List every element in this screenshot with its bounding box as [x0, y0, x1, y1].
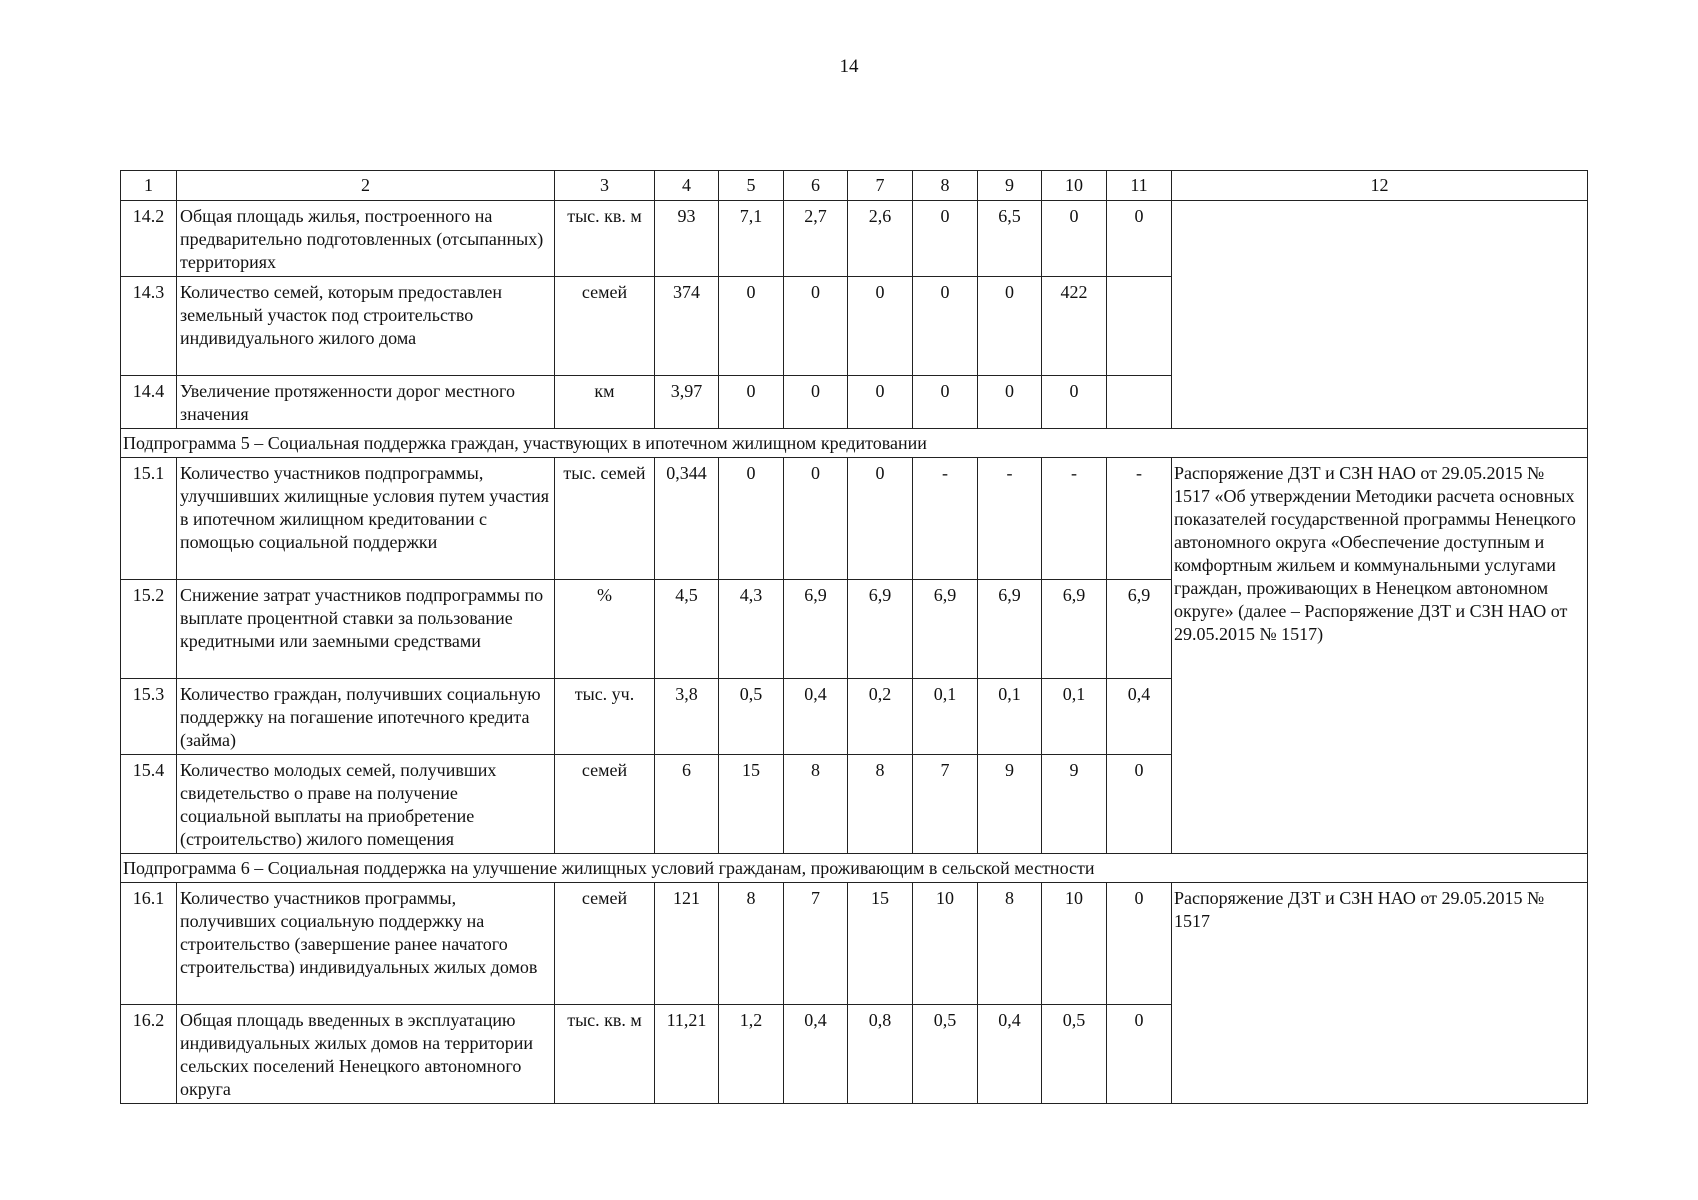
note-cell: Распоряжение ДЗТ и СЗН НАО от 29.05.2015 № 1517 «Об утверждении Методики расчета основных показателей государственной программы Ненецкого автономного округа «Обеспечение доступным и комфортным жильем и коммунальными услугами граждан, проживающих в Ненецком автономном округе» (далее – Распоряжение ДЗТ и СЗН НАО от 29.05.2015 № 1517)	[1172, 458, 1588, 854]
value-cell: 0	[848, 376, 913, 429]
value-cell: 7	[784, 883, 848, 1005]
column-header: 3	[555, 171, 655, 201]
value-cell: 0	[784, 458, 848, 580]
value-cell: 6,9	[978, 580, 1042, 679]
unit: семей	[555, 883, 655, 1005]
value-cell: 422	[1042, 277, 1107, 376]
value-cell: 6,9	[913, 580, 978, 679]
value-cell: 0	[848, 277, 913, 376]
section-title-6: Подпрограмма 6 – Социальная поддержка на улучшение жилищных условий гражданам, проживающим в сельской местности	[121, 854, 1588, 883]
value-cell: 8	[784, 755, 848, 854]
value-cell: 11,21	[655, 1005, 719, 1104]
value-cell: 3,8	[655, 679, 719, 755]
value-cell: 0	[913, 201, 978, 277]
value-cell: 0,1	[1042, 679, 1107, 755]
row-number: 14.4	[121, 376, 177, 429]
section-title-5: Подпрограмма 5 – Социальная поддержка граждан, участвующих в ипотечном жилищном кредитовании	[121, 429, 1588, 458]
note-cell: Распоряжение ДЗТ и СЗН НАО от 29.05.2015 № 1517	[1172, 883, 1588, 1104]
value-cell: 0,1	[978, 679, 1042, 755]
value-cell: 0	[1107, 755, 1172, 854]
column-header: 10	[1042, 171, 1107, 201]
value-cell: 0,4	[784, 1005, 848, 1104]
value-cell: 0,8	[848, 1005, 913, 1104]
unit: тыс. кв. м	[555, 1005, 655, 1104]
indicators-table	[120, 170, 1588, 1104]
page-number: 14	[839, 56, 859, 77]
value-cell: 6,9	[1042, 580, 1107, 679]
value-cell: 15	[848, 883, 913, 1005]
value-cell: 6	[655, 755, 719, 854]
column-header: 12	[1172, 171, 1588, 201]
indicator-name: Количество участников программы, получивших социальную поддержку на строительство (завершение ранее начатого строительства) индивидуальных жилых домов	[177, 883, 555, 1005]
value-cell: 4,5	[655, 580, 719, 679]
indicator-name: Количество участников подпрограммы, улучшивших жилищные условия путем участия в ипотечном жилищном кредитовании с помощью социальной поддержки	[177, 458, 555, 580]
unit: семей	[555, 755, 655, 854]
value-cell: 1,2	[719, 1005, 784, 1104]
value-cell: 6,5	[978, 201, 1042, 277]
header-row	[121, 171, 1588, 201]
value-cell: 9	[1042, 755, 1107, 854]
unit: тыс. кв. м	[555, 201, 655, 277]
value-cell: 0	[978, 376, 1042, 429]
column-header: 1	[121, 171, 177, 201]
value-cell: 0	[913, 277, 978, 376]
value-cell: 7	[913, 755, 978, 854]
column-header: 2	[177, 171, 555, 201]
value-cell: 0	[1107, 201, 1172, 277]
value-cell: 0	[719, 277, 784, 376]
value-cell: 0	[1042, 201, 1107, 277]
value-cell: 93	[655, 201, 719, 277]
value-cell: 0	[784, 376, 848, 429]
column-header: 6	[784, 171, 848, 201]
value-cell: 0,2	[848, 679, 913, 755]
unit: тыс. семей	[555, 458, 655, 580]
column-header: 7	[848, 171, 913, 201]
value-cell: 6,9	[784, 580, 848, 679]
value-cell: 0	[1042, 376, 1107, 429]
section-row	[121, 429, 1588, 458]
value-cell: 6,9	[1107, 580, 1172, 679]
value-cell: 0	[784, 277, 848, 376]
value-cell: 0,4	[784, 679, 848, 755]
value-cell: 3,97	[655, 376, 719, 429]
value-cell: 121	[655, 883, 719, 1005]
indicator-name: Количество семей, которым предоставлен земельный участок под строительство индивидуального жилого дома	[177, 277, 555, 376]
row-number: 14.3	[121, 277, 177, 376]
indicator-name: Общая площадь введенных в эксплуатацию индивидуальных жилых домов на территории сельских поселений Ненецкого автономного округа	[177, 1005, 555, 1104]
value-cell: 0	[719, 376, 784, 429]
value-cell: 9	[978, 755, 1042, 854]
value-cell: 8	[978, 883, 1042, 1005]
value-cell: 7,1	[719, 201, 784, 277]
value-cell: 8	[719, 883, 784, 1005]
value-cell: 6,9	[848, 580, 913, 679]
value-cell: 8	[848, 755, 913, 854]
row-number: 16.2	[121, 1005, 177, 1104]
row-number: 15.2	[121, 580, 177, 679]
indicator-name: Количество граждан, получивших социальную поддержку на погашение ипотечного кредита (займа)	[177, 679, 555, 755]
value-cell: 10	[1042, 883, 1107, 1005]
value-cell: 0,5	[913, 1005, 978, 1104]
unit: %	[555, 580, 655, 679]
value-cell: 10	[913, 883, 978, 1005]
table-row	[121, 883, 1588, 1005]
value-cell: 0,5	[1042, 1005, 1107, 1104]
value-cell: 0,344	[655, 458, 719, 580]
value-cell: 0,1	[913, 679, 978, 755]
value-cell: -	[1107, 458, 1172, 580]
value-cell: 0,5	[719, 679, 784, 755]
unit: семей	[555, 277, 655, 376]
row-number: 16.1	[121, 883, 177, 1005]
value-cell: -	[913, 458, 978, 580]
value-cell: -	[1042, 458, 1107, 580]
unit: км	[555, 376, 655, 429]
column-header: 4	[655, 171, 719, 201]
value-cell: 374	[655, 277, 719, 376]
value-cell: 0,4	[978, 1005, 1042, 1104]
indicator-name: Увеличение протяженности дорог местного значения	[177, 376, 555, 429]
value-cell: 15	[719, 755, 784, 854]
value-cell: 0	[978, 277, 1042, 376]
note-cell	[1172, 201, 1588, 429]
value-cell: 4,3	[719, 580, 784, 679]
indicator-name: Количество молодых семей, получивших свидетельство о праве на получение социальной выплаты на приобретение (строительство) жилого помещения	[177, 755, 555, 854]
value-cell: 2,6	[848, 201, 913, 277]
column-header: 9	[978, 171, 1042, 201]
value-cell: 0	[1107, 883, 1172, 1005]
unit: тыс. уч.	[555, 679, 655, 755]
row-number: 15.4	[121, 755, 177, 854]
value-cell	[1107, 376, 1172, 429]
value-cell: 0	[1107, 1005, 1172, 1104]
row-number: 15.3	[121, 679, 177, 755]
value-cell	[1107, 277, 1172, 376]
row-number: 14.2	[121, 201, 177, 277]
indicator-name: Снижение затрат участников подпрограммы по выплате процентной ставки за пользование кредитными или заемными средствами	[177, 580, 555, 679]
value-cell: 0	[913, 376, 978, 429]
value-cell: -	[978, 458, 1042, 580]
value-cell: 0	[848, 458, 913, 580]
value-cell: 2,7	[784, 201, 848, 277]
value-cell: 0,4	[1107, 679, 1172, 755]
section-row	[121, 854, 1588, 883]
column-header: 5	[719, 171, 784, 201]
table-row	[121, 201, 1588, 277]
column-header: 8	[913, 171, 978, 201]
row-number: 15.1	[121, 458, 177, 580]
column-header: 11	[1107, 171, 1172, 201]
table-row	[121, 458, 1588, 580]
value-cell: 0	[719, 458, 784, 580]
indicator-name: Общая площадь жилья, построенного на предварительно подготовленных (отсыпанных) территориях	[177, 201, 555, 277]
